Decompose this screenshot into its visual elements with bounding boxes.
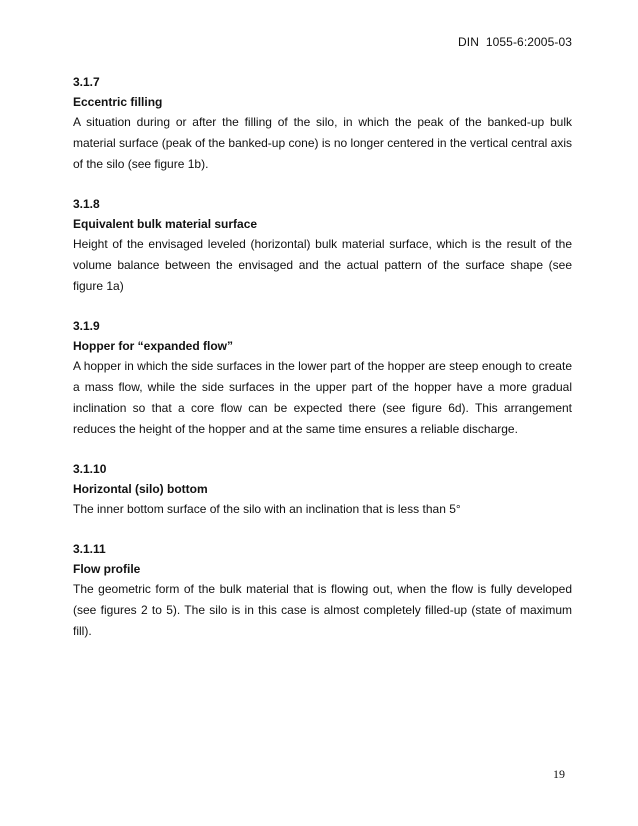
- section-title: Flow profile: [73, 562, 141, 576]
- page-number: 19: [553, 767, 565, 781]
- section-3-1-10: [73, 459, 572, 520]
- section-body: A situation during or after the filling of the silo, in which the peak of the banked-up bulk material surface (peak of the banked-up cone) is no longer centered in the vertical central axis of the silo (see figure 1b).: [73, 115, 572, 171]
- section-3-1-7: [73, 72, 572, 175]
- section-number: 3.1.10: [73, 462, 107, 476]
- section-number: 3.1.9: [73, 319, 100, 333]
- section-title: Hopper for “expanded flow”: [73, 339, 234, 353]
- document-body: [73, 72, 572, 661]
- section-number: 3.1.7: [73, 75, 100, 89]
- section-title: Eccentric filling: [73, 95, 163, 109]
- document-header: DIN 1055-6:2005-03: [458, 35, 572, 49]
- section-body: The geometric form of the bulk material that is flowing out, when the flow is fully developed (see figures 2 to 5). The silo is in this case is almost completely filled-up (state of maximum fill).: [73, 582, 572, 638]
- section-number: 3.1.8: [73, 197, 100, 211]
- section-body: Height of the envisaged leveled (horizontal) bulk material surface, which is the result of the volume balance between the envisaged and the actual pattern of the surface shape (see figure 1a): [73, 237, 572, 293]
- section-title: Equivalent bulk material surface: [73, 217, 258, 231]
- section-3-1-11: [73, 539, 572, 642]
- section-title: Horizontal (silo) bottom: [73, 482, 208, 496]
- section-number: 3.1.11: [73, 542, 106, 556]
- section-body: The inner bottom surface of the silo with an inclination that is less than 5°: [73, 502, 461, 516]
- section-body: A hopper in which the side surfaces in the lower part of the hopper are steep enough to create a mass flow, while the side surfaces in the upper part of the hopper have a more gradual inclination so that a core flow can be expected there (see figure 6d). This arrangement reduces the height of the hopper and at the same time ensures a reliable discharge.: [73, 359, 572, 436]
- section-3-1-8: [73, 194, 572, 297]
- section-3-1-9: [73, 316, 572, 440]
